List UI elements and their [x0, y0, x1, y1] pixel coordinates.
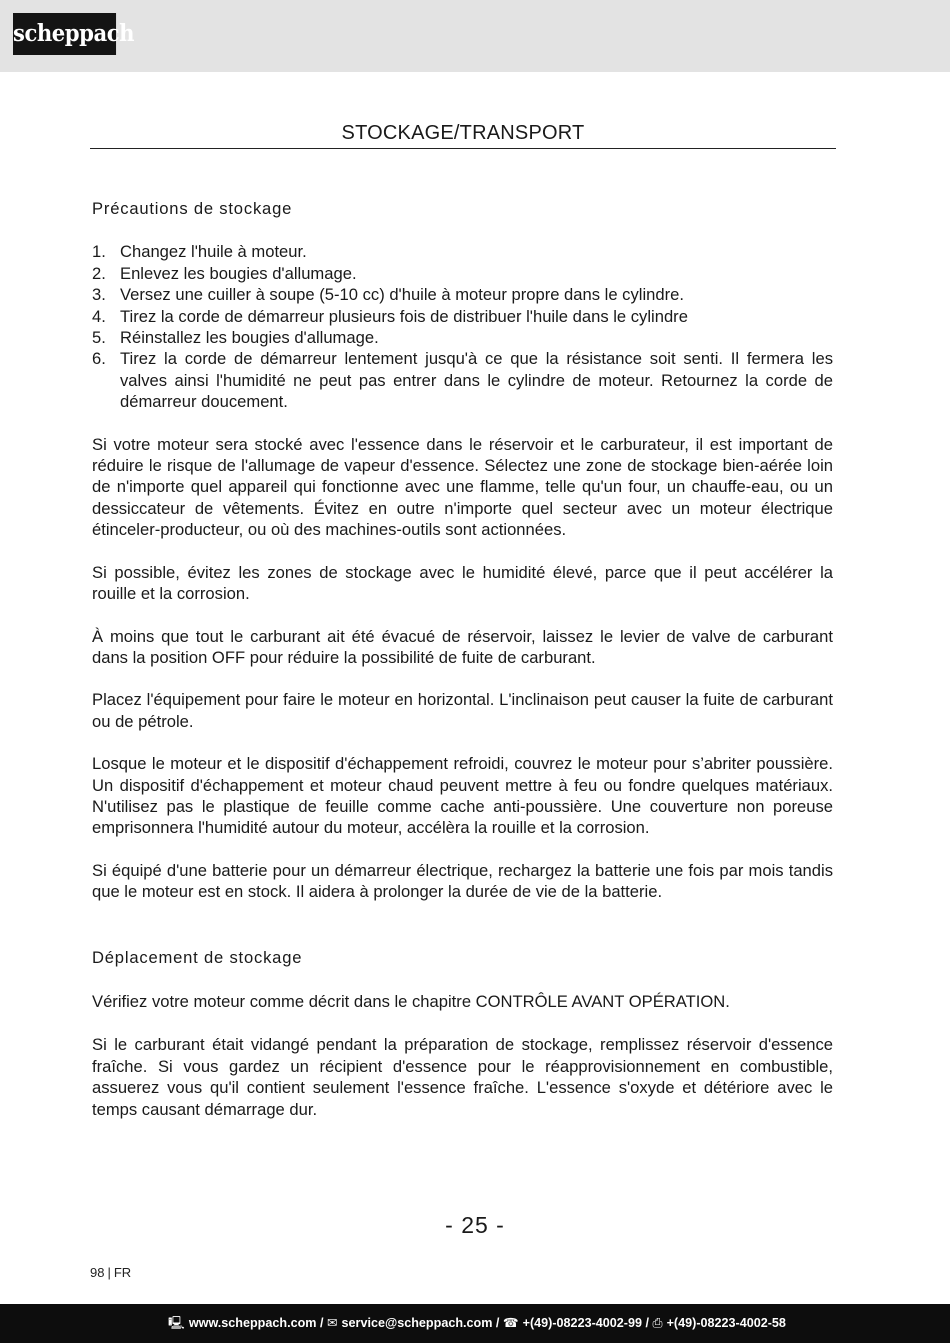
section-heading-storage-removal: Déplacement de stockage [92, 947, 303, 967]
footer-email: service@scheppach.com / [341, 1316, 500, 1330]
step-number: 3. [92, 285, 106, 305]
footer-phone: +(49)-08223-4002-99 / [522, 1316, 649, 1330]
list-item [92, 348, 833, 412]
page-separator: | [107, 1265, 111, 1280]
paragraph-fuel-vapor: Si votre moteur sera stocké avec l'essence dans le réservoir et le carburateur, il est important de réduire le risque de l'allumage de vapeur d'essence. Sélectez une zone de stockage bien-aérée loin de n'importe quel appareil qui fonctionne avec une flamme, telle qu'un four, un chauffe-eau, ou un dessiccateur de vêtements. Évitez en outre n'importe quel secteur avec un moteur électrique étinceler-producteur, ou où des machines-outils sont actionnées. [92, 434, 833, 540]
list-item [92, 241, 833, 262]
header-band [0, 0, 950, 72]
step-text: Tirez la corde de démarreur plusieurs fois de distribuer l'huile dans le cylindre [120, 306, 688, 326]
list-item [92, 263, 833, 284]
footer-fax: +(49)-08223-4002-58 [666, 1316, 786, 1330]
step-text: Réinstallez les bougies d'allumage. [120, 328, 379, 348]
computer-icon: 🖳 [168, 1316, 185, 1330]
list-item [92, 284, 833, 305]
paragraph-horizontal: Placez l'équipement pour faire le moteur en horizontal. L'inclinaison peut causer la fuite de carburant ou de pétrole. [92, 690, 833, 731]
step-number: 2. [92, 263, 106, 283]
step-text: Enlevez les bougies d'allumage. [120, 263, 357, 283]
step-text: Changez l'huile à moteur. [120, 242, 307, 262]
step-number: 6. [92, 349, 106, 369]
fax-icon: ⎙ [652, 1316, 663, 1330]
paragraph-check-engine: Vérifiez votre moteur comme décrit dans le chapitre CONTRÔLE AVANT OPÉRATION. [92, 991, 730, 1011]
brand-logo: scheppach [13, 13, 116, 55]
step-text: Tirez la corde de démarreur lentement jusqu'à ce que la résistance soit senti. Il fermera les valves ainsi l'humidité ne peut pas entrer dans le cylindre de moteur. Retournez la corde de démarreur doucement. [120, 349, 833, 412]
paragraph-cover-engine: Losque le moteur et le dispositif d'échappement refroidi, couvrez le moteur pour s’abriter poussière. Un dispositif d'échappement et moteur chaud peuvent mettre à feu ou fondre quelques matériaux. N'utilisez pas le plastique de feuille comme cache anti-poussière. Une couverture non poreuse emprisonnera l'humidité autour du moteur, accélèra la rouille et la corrosion. [92, 754, 833, 838]
step-number: 4. [92, 306, 106, 326]
step-text: Versez une cuiller à soupe (5-10 cc) d'huile à moteur propre dans le cylindre. [120, 285, 684, 305]
main-content [92, 198, 833, 1120]
paragraph-humidity: Si possible, évitez les zones de stockage avec le humidité élevé, parce que il peut accélérer la rouille et la corrosion. [92, 562, 833, 604]
section-heading-storage-precautions: Précautions de stockage [92, 199, 293, 218]
footer-website: www.scheppach.com / [188, 1316, 324, 1330]
page-title: STOCKAGE/TRANSPORT [341, 122, 585, 144]
paragraph-battery: Si équipé d'une batterie pour un démarreur électrique, rechargez la batterie une fois par mois tandis que le moteur est en stock. Il aidera à prolonger la durée de vie de la batterie. [92, 860, 833, 902]
page-number: - 25 - [445, 1212, 505, 1238]
step-number: 1. [92, 242, 106, 262]
paragraph-refill-fuel: Si le carburant était vidangé pendant la préparation de stockage, remplissez réservoir d'essence fraîche. Si vous gardez un récipient d'essence pour le réapprovisionnement en combustible, assuerez vous qu'il contient seulement l'essence fraîche. L'essence s'oxyde et détériore avec le temps causant démarrage dur. [92, 1035, 833, 1119]
storage-steps-list [92, 241, 833, 412]
contact-footer [0, 1304, 950, 1343]
paragraph-fuel-valve: À moins que tout le carburant ait été évacué de réservoir, laissez le levier de valve de carburant dans la position OFF pour réduire la possibilité de fuite de carburant. [92, 626, 833, 667]
language-code: FR [113, 1265, 132, 1280]
email-icon: ✉ [326, 1316, 338, 1330]
list-item [92, 306, 833, 327]
page-index: 98 [90, 1265, 105, 1280]
title-divider [90, 148, 836, 149]
list-item [92, 327, 833, 348]
page-language-tag [90, 1265, 131, 1280]
phone-icon: ☎ [502, 1316, 519, 1330]
step-number: 5. [92, 328, 106, 348]
